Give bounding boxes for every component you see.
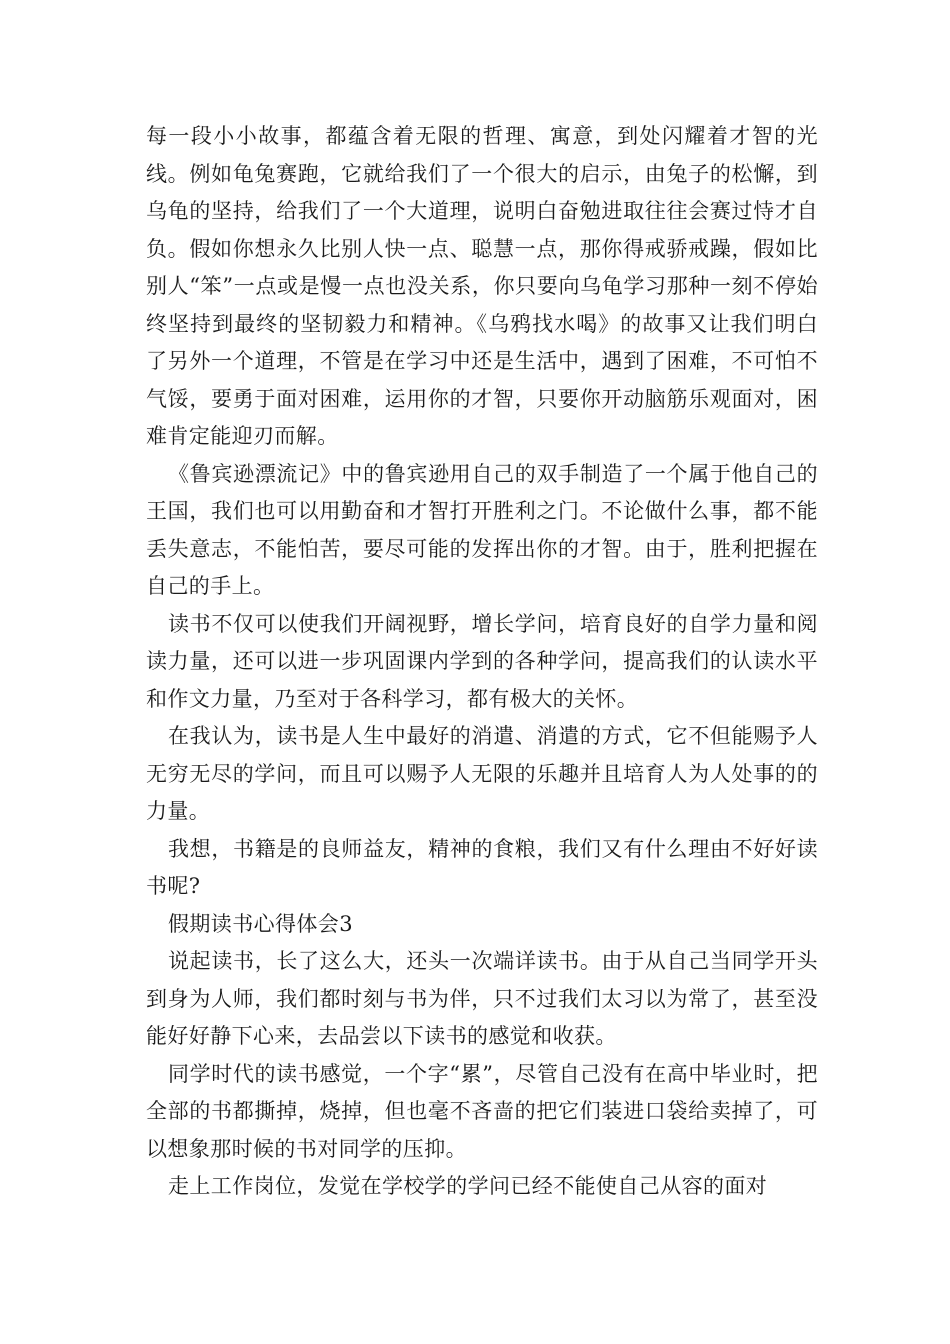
paragraph-student-days: 同学时代的读书感觉，一个字“累”，尽管自己没有在高中毕业时，把全部的书都撕掉，烧掉，但也毫不吝啬的把它们装进口袋给卖掉了，可以想象那时候的书对同学的压抑。 bbox=[146, 1061, 818, 1161]
paragraph-reading-benefits: 读书不仅可以使我们开阔视野，增长学问，培育良好的自学力量和阅读力量，还可以进一步巩固课内学到的各种学问，提高我们的认读水平和作文力量，乃至对于各科学习，都有极大的关怀。 bbox=[146, 611, 818, 711]
paragraph-reading-pastime: 在我认为，读书是人生中最好的消遣、消遣的方式，它不但能赐予人无穷无尽的学问，而且可以赐予人无限的乐趣并且培育人为人处事的的力量。 bbox=[146, 724, 818, 823]
paragraph-robinson-crusoe: 《鲁宾逊漂流记》中的鲁宾逊用自己的双手制造了一个属于他自己的王国，我们也可以用勤奋和才智打开胜利之门。不论做什么事，都不能丢失意志，不能怕苦，要尽可能的发挥出你的才智。由于，胜利把握在自己的手上。 bbox=[146, 461, 818, 598]
paragraph-books-as-friends: 我想，书籍是的良师益友，精神的食粮，我们又有什么理由不好好读书呢? bbox=[146, 836, 818, 898]
paragraph-on-reading: 说起读书，长了这么大，还头一次端详读书。由于从自己当同学开头到身为人师，我们都时刻与书为伴，只不过我们太习以为常了，甚至没能好好静下心来，去品尝以下读书的感觉和收获。 bbox=[146, 949, 818, 1048]
section-heading: 假期读书心得体会3 bbox=[168, 911, 353, 936]
paragraph-fable-lessons: 每一段小小故事，都蕴含着无限的哲理、寓意，到处闪耀着才智的光线。例如龟兔赛跑，它就给我们了一个很大的启示，由兔子的松懈，到乌龟的坚持，给我们了一个大道理，说明白奋勉进取往往会赛过恃才自负。假如你想永久比别人快一点、聪慧一点，那你得戒骄戒躁，假如比别人“笨”一点或是慢一点也没关系，你只要向乌龟学习那种一刻不停始终坚持到最终的坚韧毅力和精神。《乌鸦找水喝》的故事又让我们明白了另外一个道理，不管是在学习中还是生活中，遇到了困难，不可怕不气馁，要勇于面对困难，运用你的才智，只要你开动脑筋乐观面对，困难肯定能迎刃而解。 bbox=[146, 124, 818, 448]
document-page bbox=[146, 118, 818, 1206]
paragraph-work-life: 走上工作岗位，发觉在学校学的学问已经不能使自己从容的面对 bbox=[168, 1174, 768, 1198]
